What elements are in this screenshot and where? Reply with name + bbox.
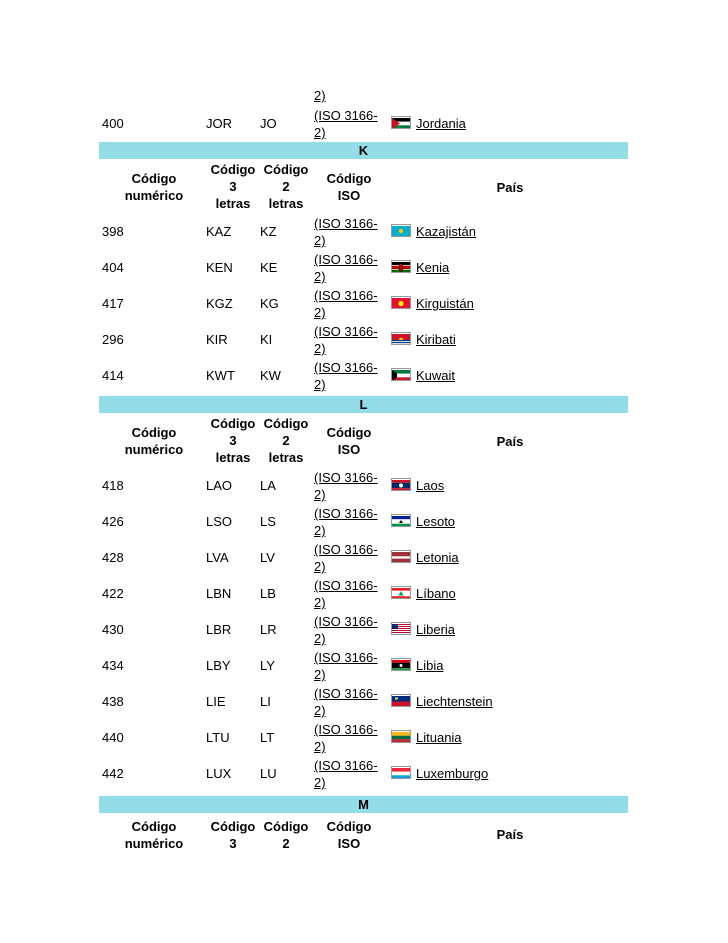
alpha2-code: LA (260, 478, 276, 493)
country-link[interactable]: Kenia (416, 260, 450, 275)
header-text: numérico (124, 442, 184, 457)
iso-link[interactable]: (ISO 3166- (314, 650, 378, 665)
iso-link[interactable]: (ISO 3166- (314, 252, 378, 267)
header-text: ISO (337, 188, 361, 203)
iso-link[interactable]: (ISO 3166- (314, 288, 378, 303)
lesotho-flag-icon (391, 514, 411, 527)
numeric-code: 404 (102, 260, 124, 275)
header-text: Código (263, 819, 309, 834)
iso-link[interactable]: 2) (314, 775, 326, 790)
column-header-alpha2 (259, 161, 313, 212)
iso-link[interactable]: 2) (314, 523, 326, 538)
alpha3-code: LSO (206, 514, 233, 529)
iso-link[interactable]: 2) (314, 269, 326, 284)
column-header-alpha3 (205, 161, 261, 212)
alpha3-code: KEN (206, 260, 233, 275)
kiribati-flag-icon (391, 332, 411, 345)
numeric-code: 398 (102, 224, 124, 239)
alpha2-code: KG (260, 296, 279, 311)
alpha3-code: LIE (206, 694, 226, 709)
numeric-code: 417 (102, 296, 124, 311)
alpha2-code: LT (260, 730, 275, 745)
alpha2-code: KI (260, 332, 273, 347)
column-header-country: País (496, 827, 524, 842)
header-text: Código (131, 425, 177, 440)
alpha3-code: KAZ (206, 224, 232, 239)
iso-link[interactable]: (ISO 3166- (314, 360, 378, 375)
alpha2-code: LS (260, 514, 276, 529)
iso-link[interactable]: (ISO 3166- (314, 470, 378, 485)
country-link[interactable]: Lesoto (416, 514, 456, 529)
country-link[interactable]: Letonia (416, 550, 459, 565)
header-text: letras (268, 196, 304, 211)
liechtenstein-flag-icon (391, 694, 411, 707)
header-text: Código (326, 171, 372, 186)
alpha2-code: KZ (260, 224, 277, 239)
header-text: 3 (229, 836, 237, 851)
country-link[interactable]: Liechtenstein (416, 694, 493, 709)
numeric-code: 296 (102, 332, 124, 347)
alpha2-code: LY (260, 658, 275, 673)
iso-link[interactable]: (ISO 3166- (314, 722, 378, 737)
alpha2-code: LI (260, 694, 271, 709)
country-link[interactable]: Kiribati (416, 332, 456, 347)
column-header-numeric (108, 170, 200, 204)
country-link[interactable]: Laos (416, 478, 445, 493)
iso-link[interactable]: 2) (314, 631, 326, 646)
luxembourg-flag-icon (391, 766, 411, 779)
alpha3-code: LBY (206, 658, 231, 673)
lebanon-flag-icon (391, 586, 411, 599)
iso-link[interactable]: 2) (314, 233, 326, 248)
section-letter: L (359, 397, 368, 412)
alpha3-code: KWT (206, 368, 235, 383)
kazakhstan-flag-icon (391, 224, 411, 237)
alpha2-code: KE (260, 260, 278, 275)
header-text: numérico (124, 188, 184, 203)
header-text: Código (210, 416, 256, 431)
alpha2-code: KW (260, 368, 281, 383)
column-header-alpha3 (205, 818, 261, 852)
section-letter: M (358, 797, 369, 812)
header-text: letras (215, 196, 251, 211)
column-header-numeric (108, 818, 200, 852)
column-header-alpha2 (259, 818, 313, 852)
numeric-code: 442 (102, 766, 124, 781)
column-header-iso (318, 818, 380, 852)
country-link[interactable]: Jordania (416, 116, 466, 131)
country-link[interactable]: Liberia (416, 622, 456, 637)
country-link[interactable]: Luxemburgo (416, 766, 489, 781)
iso-link[interactable]: 2) (314, 739, 326, 754)
iso-link[interactable]: 2) (314, 125, 326, 140)
iso-link[interactable]: (ISO 3166- (314, 506, 378, 521)
column-header-iso (318, 424, 380, 458)
header-text: 2 (282, 433, 290, 448)
iso-link[interactable]: (ISO 3166- (314, 324, 378, 339)
iso-link[interactable]: 2) (314, 595, 326, 610)
jordan-flag-icon (391, 116, 411, 129)
numeric-code: 418 (102, 478, 124, 493)
header-text: Código (210, 162, 256, 177)
lithuania-flag-icon (391, 730, 411, 743)
header-text: letras (268, 450, 304, 465)
iso-link[interactable]: 2) (314, 305, 326, 320)
iso-link[interactable]: (ISO 3166- (314, 216, 378, 231)
column-header-country: País (496, 434, 524, 449)
alpha2-code: LV (260, 550, 275, 565)
kyrgyzstan-flag-icon (391, 296, 411, 309)
numeric-code: 400 (102, 116, 124, 131)
alpha3-code: LUX (206, 766, 232, 781)
liberia-flag-icon (391, 622, 411, 635)
numeric-code: 426 (102, 514, 124, 529)
header-text: Código (131, 819, 177, 834)
column-header-alpha3 (205, 415, 261, 466)
numeric-code: 434 (102, 658, 124, 673)
section-band-m (99, 796, 628, 813)
header-text: letras (215, 450, 251, 465)
iso-link[interactable]: 2) (314, 667, 326, 682)
header-text: Código (326, 819, 372, 834)
header-text: ISO (337, 836, 361, 851)
country-link[interactable]: Libia (416, 658, 444, 673)
column-header-alpha2 (259, 415, 313, 466)
alpha2-code: LB (260, 586, 276, 601)
header-text: Código (326, 425, 372, 440)
alpha2-code: LR (260, 622, 277, 637)
column-header-numeric (108, 424, 200, 458)
header-text: 3 (229, 433, 237, 448)
header-text: numérico (124, 836, 184, 851)
alpha2-code: JO (260, 116, 277, 131)
iso-link[interactable]: 2) (314, 559, 326, 574)
alpha2-code: LU (260, 766, 277, 781)
header-text: ISO (337, 442, 361, 457)
latvia-flag-icon (391, 550, 411, 563)
alpha3-code: LAO (206, 478, 233, 493)
country-link[interactable]: Kazajistán (416, 224, 476, 239)
libya-flag-icon (391, 658, 411, 671)
laos-flag-icon (391, 478, 411, 491)
column-header-iso (318, 170, 380, 204)
alpha3-code: JOR (206, 116, 232, 131)
header-text: Código (131, 171, 177, 186)
header-text: Código (263, 162, 309, 177)
iso-link[interactable]: (ISO 3166- (314, 758, 378, 773)
alpha3-code: KIR (206, 332, 228, 347)
alpha3-code: LBR (206, 622, 232, 637)
alpha3-code: LBN (206, 586, 232, 601)
country-link[interactable]: Kuwait (416, 368, 456, 383)
section-band-k (99, 142, 628, 159)
alpha3-code: LVA (206, 550, 229, 565)
iso-link[interactable]: (ISO 3166- (314, 108, 378, 123)
alpha3-code: KGZ (206, 296, 233, 311)
numeric-code: 440 (102, 730, 124, 745)
kuwait-flag-icon (391, 368, 411, 381)
kenya-flag-icon (391, 260, 411, 273)
iso-link[interactable]: 2) (314, 377, 326, 392)
header-text: 2 (282, 179, 290, 194)
numeric-code: 422 (102, 586, 124, 601)
numeric-code: 430 (102, 622, 124, 637)
country-link[interactable]: Lituania (416, 730, 462, 745)
iso-link-fragment[interactable]: 2) (314, 88, 326, 103)
country-link[interactable]: Líbano (416, 586, 456, 601)
header-text: 3 (229, 179, 237, 194)
country-link[interactable]: Kirguistán (416, 296, 474, 311)
numeric-code: 414 (102, 368, 124, 383)
iso-link[interactable]: (ISO 3166- (314, 578, 378, 593)
iso-link[interactable]: 2) (314, 703, 326, 718)
iso-link[interactable]: (ISO 3166- (314, 542, 378, 557)
header-text: Código (263, 416, 309, 431)
numeric-code: 428 (102, 550, 124, 565)
section-band-l (99, 396, 628, 413)
iso-link[interactable]: (ISO 3166- (314, 686, 378, 701)
header-text: Código (210, 819, 256, 834)
section-letter: K (358, 143, 369, 158)
alpha3-code: LTU (206, 730, 230, 745)
numeric-code: 438 (102, 694, 124, 709)
iso-link[interactable]: (ISO 3166- (314, 614, 378, 629)
column-header-country: País (496, 180, 524, 195)
iso-link[interactable]: 2) (314, 487, 326, 502)
iso-link[interactable]: 2) (314, 341, 326, 356)
header-text: 2 (282, 836, 290, 851)
